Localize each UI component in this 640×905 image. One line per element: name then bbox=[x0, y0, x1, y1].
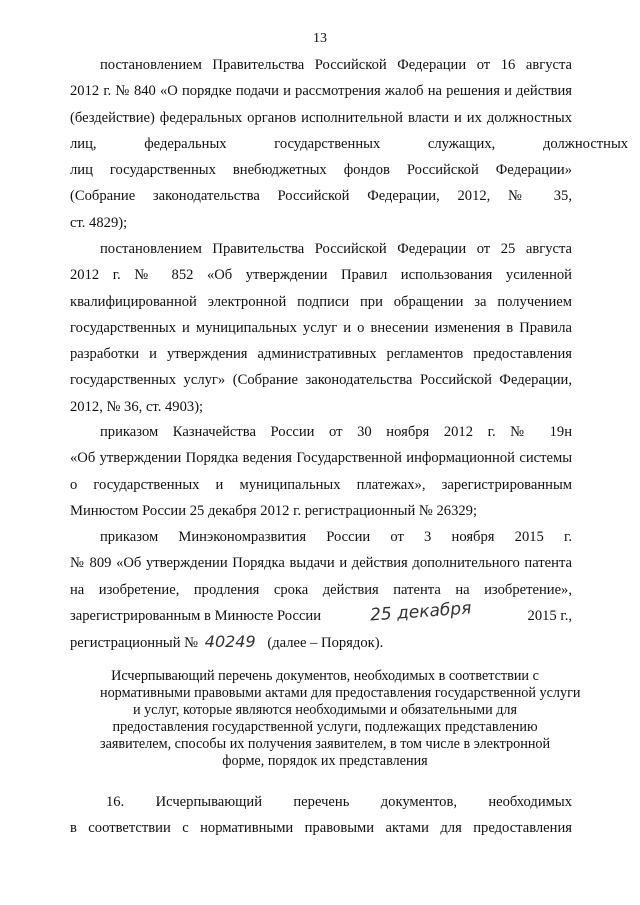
paragraph-item-16 bbox=[70, 789, 572, 842]
handwritten-number: 40249 bbox=[204, 632, 256, 652]
section-heading bbox=[100, 668, 581, 770]
text-line: (Собрание законодательства Российской Федерации, 2012, № 35, bbox=[70, 188, 572, 205]
heading-line: Исчерпывающий перечень документов, необходимых в соответствии с bbox=[111, 668, 539, 684]
heading-line: и услуг, которые являются необходимыми и обязательными для bbox=[132, 702, 518, 718]
text-line: приказом Казначейства России от 30 ноября 2012 г. № 19н bbox=[100, 424, 572, 440]
registration-text: зарегистрированным в Минюсте России bbox=[70, 607, 322, 624]
text-line: о государственных и муниципальных платежах», зарегистрированным bbox=[70, 476, 572, 493]
text-line: ст. 4829); bbox=[70, 214, 128, 231]
text-line: государственных и муниципальных услуг и о внесении изменения в Правила bbox=[70, 319, 572, 336]
text-line: на изобретение, продления срока действия патента на изобретение», bbox=[70, 581, 572, 598]
registration-number-label: регистрационный № bbox=[70, 635, 199, 652]
text-line: лиц, федеральных государственных служащих, должностных bbox=[70, 135, 629, 152]
heading-line: форме, порядок их представления bbox=[222, 753, 428, 769]
text-line: (бездействие) федеральных органов исполнительной власти и их должностных bbox=[70, 109, 572, 126]
text-line: 2012, № 36, ст. 4903); bbox=[70, 398, 204, 415]
text-line bbox=[70, 629, 572, 655]
text-line: 16. Исчерпывающий перечень документов, необходимых bbox=[106, 794, 572, 810]
text-line: «Об утверждении Порядка ведения Государственной информационной системы bbox=[70, 450, 572, 467]
paragraph-treasury-order bbox=[70, 419, 572, 524]
heading-line: заявителем, способы их получения заявителем, в том числе в электронной bbox=[100, 736, 551, 752]
text-line: постановлением Правительства Российской Федерации от 25 августа bbox=[100, 241, 572, 257]
text-line bbox=[70, 598, 572, 629]
paragraph-resolution-852 bbox=[70, 236, 572, 420]
text-line: 2012 г. № 852 «Об утверждении Правил использования усиленной bbox=[70, 267, 572, 284]
text-line: постановлением Правительства Российской Федерации от 16 августа bbox=[100, 57, 572, 73]
text-line: квалифицированной электронной подписи при обращении за получением bbox=[70, 293, 572, 310]
text-line: лиц государственных внебюджетных фондов Российской Федерации» bbox=[70, 162, 572, 179]
heading-line: нормативными правовыми актами для предоставления государственной услуги bbox=[100, 685, 581, 701]
registration-year: 2015 г., bbox=[527, 607, 572, 624]
handwritten-date: 25 декабря bbox=[369, 598, 473, 626]
text-line: в соответствии с нормативными правовыми актами для предоставления bbox=[70, 820, 572, 837]
text-line: № 809 «Об утверждении Порядка выдачи и действия дополнительного патента bbox=[70, 555, 572, 572]
paragraph-economy-order bbox=[70, 524, 572, 655]
text-line: разработки и утверждения административных регламентов предоставления bbox=[70, 346, 572, 363]
registration-tail: (далее – Порядок). bbox=[267, 635, 384, 652]
text-line: государственных услуг» (Собрание законодательства Российской Федерации, bbox=[70, 372, 572, 389]
paragraph-resolution-840 bbox=[70, 52, 629, 236]
text-line: Минюстом России 25 декабря 2012 г. регистрационный № 26329; bbox=[70, 502, 478, 519]
text-line: 2012 г. № 840 «О порядке подачи и рассмотрения жалоб на решения и действия bbox=[70, 83, 572, 100]
text-line: приказом Минэкономразвития России от 3 ноября 2015 г. bbox=[100, 529, 572, 545]
heading-line: предоставления государственной услуги, подлежащих представлению bbox=[112, 719, 538, 735]
page-number: 13 bbox=[313, 31, 327, 46]
